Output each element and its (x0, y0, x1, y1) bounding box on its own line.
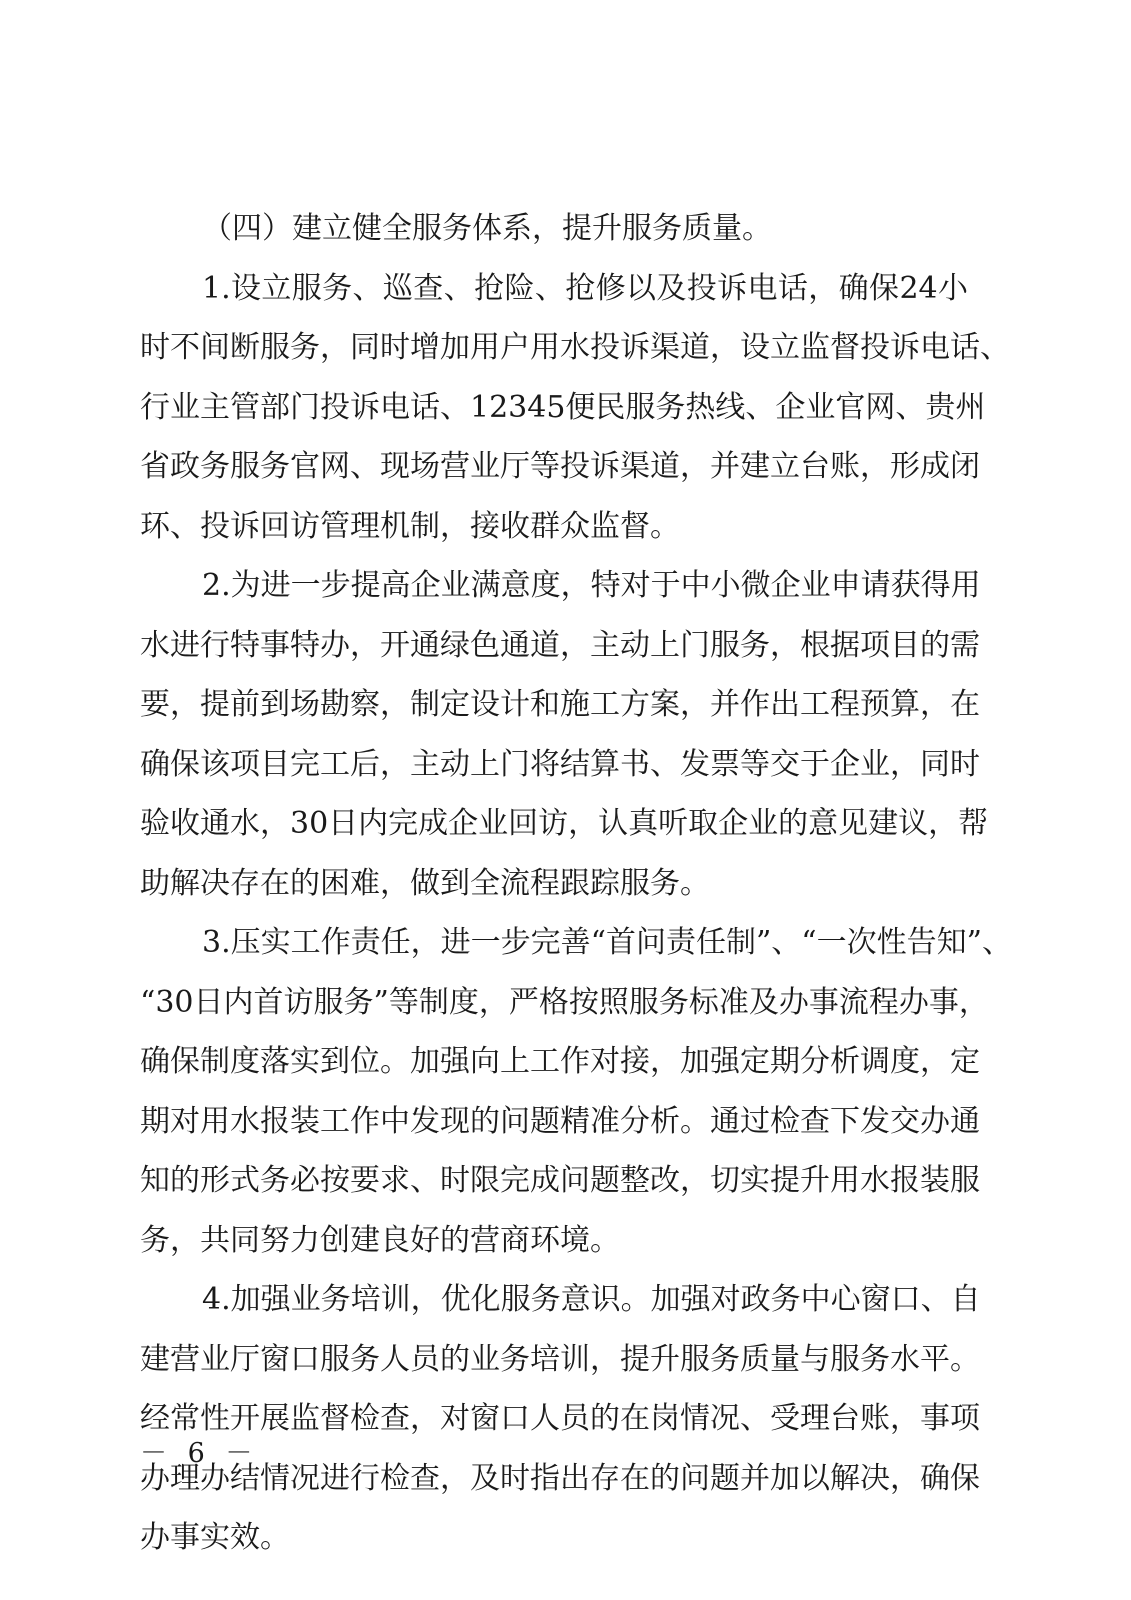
paragraph-line: 办理办结情况进行检查，及时指出存在的问题并加以解决，确保 (140, 1460, 980, 1496)
paragraph-line: 确保制度落实到位。加强向上工作对接，加强定期分析调度，定 (140, 1044, 980, 1079)
paragraph-line: 省政务服务官网、现场营业厅等投诉渠道，并建立台账，形成闭 (140, 449, 980, 484)
paragraph-line: 期对用水报装工作中发现的问题精准分析。通过检查下发交办通 (140, 1103, 980, 1139)
paragraph-line: 助解决存在的困难，做到全流程跟踪服务。 (140, 865, 710, 901)
paragraph-line: 水进行特事特办，开通绿色通道，主动上门服务，根据项目的需 (140, 627, 980, 663)
paragraph-1 (140, 259, 1010, 557)
paragraph-line: 办事实效。 (140, 1520, 290, 1555)
paragraph-line: 1.设立服务、巡查、抢险、抢修以及投诉电话，确保24小 (202, 270, 968, 306)
page-number: － 6 － (140, 1438, 259, 1469)
paragraph-line: 2.为进一步提高企业满意度，特对于中小微企业申请获得用 (202, 568, 981, 603)
paragraph-line: “30日内首访服务”等制度，严格按照服务标准及办事流程办事， (140, 984, 989, 1020)
section-heading: （四）建立健全服务体系，提升服务质量。 (202, 211, 772, 246)
paragraph-line: 务，共同努力创建良好的营商环境。 (140, 1222, 620, 1258)
paragraph-line: 行业主管部门投诉电话、12345便民服务热线、企业官网、贵州 (140, 389, 986, 425)
paragraph-line: 要，提前到场勘察，制定设计和施工方案，并作出工程预算，在 (140, 687, 980, 722)
paragraph-3 (140, 913, 1012, 1270)
paragraph-line: 时不间断服务，同时增加用户用水投诉渠道，设立监督投诉电话、 (140, 330, 1010, 365)
paragraph-2 (140, 556, 989, 913)
paragraph-line: 验收通水，30日内完成企业回访，认真听取企业的意见建议，帮 (140, 806, 989, 841)
document-body (140, 199, 1012, 1568)
paragraph-line: 知的形式务必按要求、时限完成问题整改，切实提升用水报装服 (140, 1163, 980, 1198)
paragraph-line: 建营业厅窗口服务人员的业务培训，提升服务质量与服务水平。 (140, 1341, 980, 1377)
paragraph-line: 3.压实工作责任，进一步完善“首问责任制”、“一次性告知”、 (202, 925, 1012, 960)
paragraph-line: 4.加强业务培训，优化服务意识。加强对政务中心窗口、自 (202, 1282, 981, 1317)
paragraph-line: 经常性开展监督检查，对窗口人员的在岗情况、受理台账，事项 (140, 1401, 980, 1436)
paragraph-line: 确保该项目完工后，主动上门将结算书、发票等交于企业，同时 (140, 746, 980, 782)
paragraph-line: 环、投诉回访管理机制，接收群众监督。 (140, 508, 680, 544)
paragraph-4 (140, 1270, 981, 1568)
